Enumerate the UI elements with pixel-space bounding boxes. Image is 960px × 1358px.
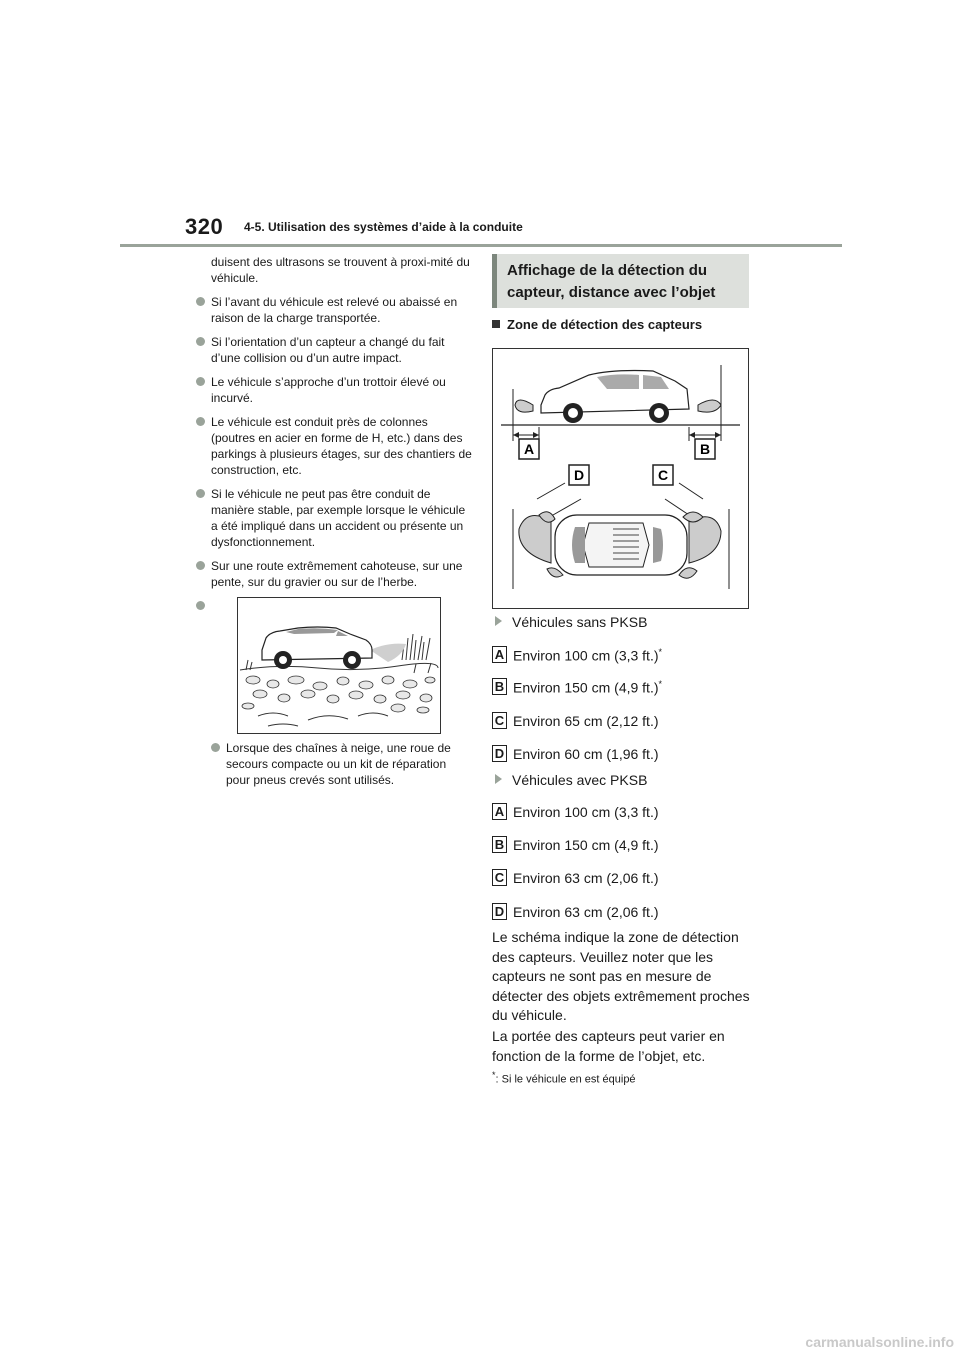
continuation-text: duisent des ultrasons se trouvent à proxi-mité du véhicule. <box>211 255 470 285</box>
bullet-dot-icon <box>196 337 205 346</box>
boxed-heading: Affichage de la détection du capteur, distance avec l’objet <box>492 254 749 308</box>
triangle-bullet-icon <box>495 616 502 626</box>
letter-box: B <box>492 836 507 853</box>
bullet-dot-icon <box>196 377 205 386</box>
sub-heading: Zone de détection des capteurs <box>492 317 702 332</box>
detection-zone-diagram <box>492 348 749 609</box>
letter-box: D <box>492 903 507 920</box>
diagram-label-a: A <box>523 441 535 457</box>
letter-box: C <box>492 712 507 729</box>
group-title-with-pksb: Véhicules avec PKSB <box>495 772 647 788</box>
letter-box: D <box>492 745 507 762</box>
list-item: Lorsque des chaînes à neige, une roue de secours compacte ou un kit de réparation pour pneus crevés sont utilisés. <box>226 740 472 788</box>
list-item: Si le véhicule ne peut pas être conduit de manière stable, par exemple lorsque le véhicule a été impliqué dans un accident ou présente un dysfonctionnement. <box>211 486 473 550</box>
bullet-dot-icon <box>211 743 220 752</box>
letter-box: A <box>492 803 507 820</box>
car-on-rough-road-image <box>238 598 440 733</box>
bullet-dot-icon <box>196 417 205 426</box>
list-item: Le véhicule est conduit près de colonnes (poutres en acier en forme de H, etc.) dans des parkings à plusieurs étages, sur des chantiers de construction, etc. <box>211 414 473 478</box>
bullet-dot-icon <box>196 489 205 498</box>
list-item: Le véhicule s’approche d’un trottoir élevé ou incurvé. <box>211 374 473 406</box>
watermark: carmanualsonline.info <box>805 1334 954 1350</box>
list-item: Si l’orientation d’un capteur a changé du fait d’une collision ou d’un autre impact. <box>211 334 473 366</box>
left-column <box>211 254 473 598</box>
detection-zone-image <box>493 349 748 608</box>
diagram-label-d: D <box>573 467 585 483</box>
rough-road-illustration <box>237 597 441 734</box>
paragraph-detection-note: Le schéma indique la zone de détection des capteurs. Veuillez noter que les capteurs ne sont pas en mesure de détecter des objets extrêmement proches du véhicule. <box>492 929 750 1023</box>
section-title: 4-5. Utilisation des systèmes d’aide à la conduite <box>244 220 523 234</box>
letter-box: A <box>492 646 507 663</box>
triangle-bullet-icon <box>495 774 502 784</box>
list-item: Sur une route extrêmement cahoteuse, sur une pente, sur du gravier ou sur de l’herbe. <box>211 558 473 590</box>
page-number: 320 <box>185 214 224 239</box>
square-bullet-icon <box>492 320 500 328</box>
diagram-label-c: C <box>657 467 669 483</box>
bullet-dot-icon <box>196 561 205 570</box>
bullet-dot-icon <box>196 601 205 610</box>
bullet-dot-icon <box>196 297 205 306</box>
diagram-label-b: B <box>699 441 711 457</box>
group-title-without-pksb: Véhicules sans PKSB <box>495 614 647 630</box>
letter-box: B <box>492 678 507 695</box>
list-item: Si l’avant du véhicule est relevé ou abaissé en raison de la charge transportée. <box>211 294 473 326</box>
header-divider <box>120 244 842 247</box>
paragraph-range-note: La portée des capteurs peut varier en fonction de la forme de l’objet, etc. <box>492 1028 725 1064</box>
letter-box: C <box>492 869 507 886</box>
footnote: *: Si le véhicule en est équipé <box>492 1070 636 1086</box>
